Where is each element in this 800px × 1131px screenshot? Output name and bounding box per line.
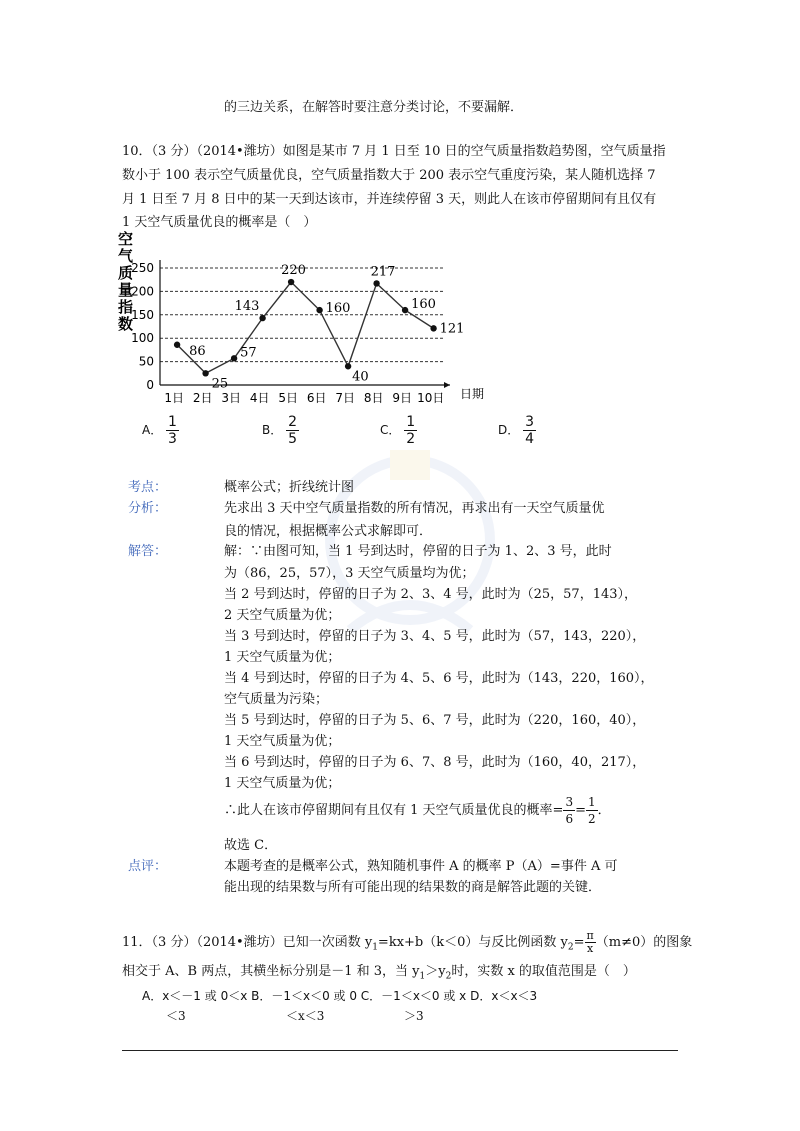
jieda-line-7: 当 4 号到达时，停留的日子为 4、5、6 号，此时为（143，220，160）， xyxy=(224,671,654,686)
conclusion-suffix: ． xyxy=(597,803,611,818)
data-point xyxy=(174,342,180,348)
option-c-letter: C． xyxy=(380,423,401,437)
q11-options-row[interactable]: A．x＜－1 或 0＜x B．－1＜x＜0 或 0 C．－1＜x＜0 或 x D．x＜x＜3 xyxy=(142,989,538,1003)
option-d-num: 3 xyxy=(525,414,534,430)
data-point xyxy=(316,307,322,313)
choice-text: 故选 C． xyxy=(224,838,278,853)
option-b[interactable] xyxy=(262,414,299,447)
y-tick-label: 0 xyxy=(146,378,154,392)
y-tick-label: 50 xyxy=(138,354,154,369)
option-d[interactable] xyxy=(498,414,536,447)
option-d-fraction xyxy=(523,414,536,447)
q10-line-2: 数小于 100 表示空气质量优良，空气质量指数大于 200 表示空气重度污染，某人随机选择 7 xyxy=(122,168,656,183)
data-point xyxy=(345,363,351,369)
data-point xyxy=(402,307,408,313)
q10-line-1: 10．（3 分）（2014•潍坊）如图是某市 7 月 1 日至 10 日的空气质量指数趋势图，空气质量指 xyxy=(122,144,666,159)
option-c[interactable] xyxy=(380,414,417,447)
data-point xyxy=(430,325,436,331)
q10-line-4: 1 天空气质量优良的概率是（ ） xyxy=(122,215,317,230)
q11-sub-2b: 2 xyxy=(445,971,452,982)
conclusion-num: 3 xyxy=(565,795,574,809)
fenxi-label: 分析： xyxy=(128,501,168,516)
fenxi-line-1: 先求出 3 天中空气质量指数的所有情况，再求出有一天空气质量优 xyxy=(224,501,605,516)
data-label: 160 xyxy=(325,301,351,317)
jieda-line-6: 1 天空气质量为优； xyxy=(224,650,341,665)
option-b-letter: B． xyxy=(262,423,283,437)
jieda-label: 解答： xyxy=(128,544,168,559)
y-tick-label: 150 xyxy=(131,307,154,322)
option-b-fraction xyxy=(286,414,299,447)
data-label: 86 xyxy=(189,343,206,359)
y-axis-label-char: 指 xyxy=(118,298,134,316)
jieda-line-2: 为（86，25，57），3 天空气质量均为优； xyxy=(224,566,475,581)
option-c-num: 1 xyxy=(406,414,416,430)
x-tick-label: 5日 xyxy=(278,391,299,405)
jieda-line-3: 当 2 号到达时，停留的日子为 2、3、4 号，此时为（25，57，143）， xyxy=(224,587,638,602)
intro-tail: 的三边关系，在解答时要注意分类讨论，不要漏解． xyxy=(224,100,524,115)
q11-option-b-cont: ＜x＜3 xyxy=(286,1009,325,1023)
data-label: 57 xyxy=(240,345,257,361)
x-tick-label: 7日 xyxy=(335,391,356,405)
q10-line-3: 月 1 日至 7 月 8 日中的某一天到达该市，并连续停留 3 天，则此人在该市停留期间有且仅有 xyxy=(122,192,657,207)
q11-line-2-c: 时，实数 x 的取值范围是（ ） xyxy=(451,964,636,979)
data-label: 40 xyxy=(352,369,369,385)
conclusion-num2: 1 xyxy=(587,795,596,809)
x-tick-label: 1日 xyxy=(164,391,185,405)
q11-line-1-c: （m≠0）的图象 xyxy=(595,935,693,950)
q11-sub-2: 2 xyxy=(567,942,574,953)
y-axis-label-char: 量 xyxy=(118,281,134,299)
jieda-line-8: 空气质量为污染； xyxy=(224,692,329,707)
data-point xyxy=(231,355,237,361)
q11-option-c-cont: ＞3 xyxy=(404,1009,424,1023)
option-d-letter: D． xyxy=(498,423,520,437)
conclusion-fraction-1 xyxy=(563,794,575,827)
x-tick-label: 3日 xyxy=(221,391,242,405)
q11-line-2-a: 相交于 A、B 两点，其横坐标分别是－1 和 3，当 y xyxy=(122,964,420,979)
x-tick-label: 8日 xyxy=(363,391,384,405)
q11-line-1: 11．（3 分）（2014•潍坊）已知一次函数 $y_1=kx+b(k<0)$与反比例函数 $y_2=$ $\frac{\pi}{x}$ （m≠0）的图象 xyxy=(122,929,693,955)
q11-frac-den: x xyxy=(587,942,594,955)
data-point xyxy=(288,279,294,285)
data-point xyxy=(202,370,208,376)
q11-line-1-a: 11．（3 分）（2014•潍坊）已知一次函数 y xyxy=(122,935,373,950)
y-tick-label: 200 xyxy=(131,284,154,299)
data-label: 25 xyxy=(211,376,229,392)
data-point xyxy=(259,315,265,321)
series-line xyxy=(177,282,434,373)
x-axis-arrow xyxy=(444,382,450,388)
bottom-rule xyxy=(122,1050,678,1051)
conclusion: ∴此人在该市停留期间有且仅有 1 天空气质量优良的概率= $\frac{3}{6}$ = $\frac{1}{2}$ ． xyxy=(224,795,611,826)
x-tick-label: 2日 xyxy=(192,391,213,405)
q11-sub-1: 1 xyxy=(372,942,378,953)
option-b-num: 2 xyxy=(288,414,297,430)
air-quality-line-chart xyxy=(110,230,500,410)
y-tick-label: 250 xyxy=(131,261,154,275)
dianping-line-1: 本题考查的是概率公式，熟知随机事件 A 的概率 P（A）=事件 A 可 xyxy=(224,859,618,874)
option-a-num: 1 xyxy=(168,414,177,430)
dianping-label: 点评： xyxy=(128,859,168,874)
option-d-den: 4 xyxy=(525,431,534,447)
option-a-fraction xyxy=(166,414,179,447)
x-tick-label: 9日 xyxy=(392,391,413,405)
data-point xyxy=(373,280,379,286)
y-axis-label-char: 数 xyxy=(118,315,134,333)
q11-sub-1b: 1 xyxy=(419,971,426,982)
conclusion-fraction-2 xyxy=(586,794,598,827)
kaodian-label: 考点： xyxy=(128,480,168,495)
q11-frac-num: π xyxy=(586,929,594,942)
jieda-line-1: 解：∵由图可知，当 1 号到达时，停留的日子为 1、2、3 号，此时 xyxy=(224,544,612,559)
jieda-line-11: 当 6 号到达时，停留的日子为 6、7、8 号，此时为（160，40，217）， xyxy=(224,755,646,770)
jieda-line-4: 2 天空气质量为优； xyxy=(224,608,341,623)
y-tick-label: 100 xyxy=(131,331,154,346)
q11-option-a-cont: ＜3 xyxy=(166,1009,186,1023)
x-tick-label: 10日 xyxy=(417,391,445,405)
data-label: 160 xyxy=(411,297,436,313)
data-label: 121 xyxy=(439,321,465,337)
fenxi-line-2: 良的情况，根据概率公式求解即可． xyxy=(224,524,433,539)
y-axis-label-char: 空 xyxy=(118,230,134,248)
y-axis-label-char: 气 xyxy=(118,247,134,265)
x-axis-label: 日期 xyxy=(460,387,485,401)
data-label: 143 xyxy=(234,299,260,315)
option-c-fraction xyxy=(404,414,417,447)
kaodian-text: 概率公式；折线统计图 xyxy=(224,480,355,495)
option-c-den: 2 xyxy=(406,431,416,447)
x-tick-label: 4日 xyxy=(249,391,270,405)
option-a[interactable] xyxy=(142,414,179,447)
jieda-line-5: 当 3 号到达时，停留的日子为 3、4、5 号，此时为（57，143，220）， xyxy=(224,629,646,644)
conclusion-den2: 2 xyxy=(587,812,596,826)
option-a-den: 3 xyxy=(168,431,177,447)
option-b-den: 5 xyxy=(288,431,297,447)
conclusion-den: 6 xyxy=(565,812,574,826)
q11-line-2-b: ＞y xyxy=(425,964,446,979)
jieda-line-9: 当 5 号到达时，停留的日子为 5、6、7 号，此时为（220，160，40）， xyxy=(224,713,646,728)
data-label: 217 xyxy=(370,264,396,280)
data-label: 220 xyxy=(281,263,306,279)
jieda-line-10: 1 天空气质量为优； xyxy=(224,734,341,749)
q11-line-1-b: =kx+b（k＜0）与反比例函数 y xyxy=(377,935,568,950)
option-a-letter: A． xyxy=(142,423,163,437)
x-tick-label: 6日 xyxy=(306,391,327,405)
conclusion-prefix: ∴此人在该市停留期间有且仅有 1 天空气质量优良的概率= xyxy=(224,803,564,818)
q11-fraction xyxy=(585,930,596,955)
dianping-line-2: 能出现的结果数与所有可能出现的结果数的商是解答此题的关键． xyxy=(224,880,602,895)
y-axis-label-char: 质 xyxy=(118,264,134,282)
jieda-line-12: 1 天空气质量为优； xyxy=(224,776,341,791)
